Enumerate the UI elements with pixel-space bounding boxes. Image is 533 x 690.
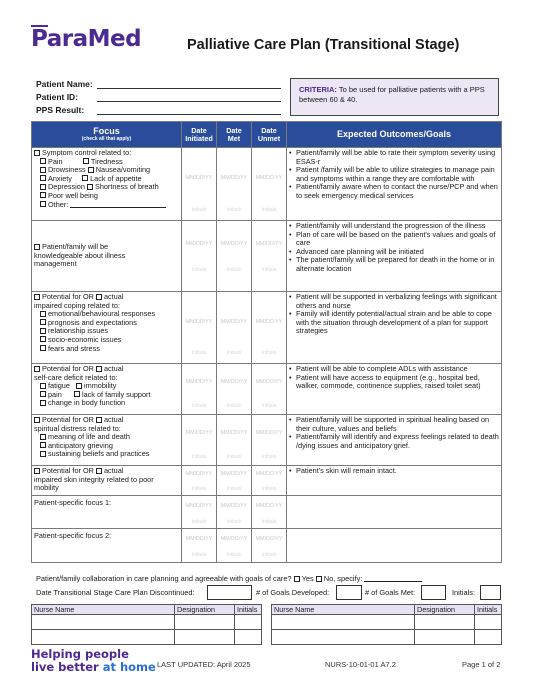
date-unmet-header: Date Unmet [252,122,287,148]
checkbox[interactable] [40,158,46,164]
patient-specific-focus-1[interactable]: Patient-specific focus 1: [32,496,182,529]
checkbox[interactable] [76,383,82,389]
page-title: Palliative Care Plan (Transitional Stage) [187,37,460,53]
date-unmet-cell[interactable]: MM/DD/YY Initials [252,466,287,496]
nurse-name-cell[interactable] [272,630,415,645]
checkbox[interactable] [34,294,40,300]
checkbox[interactable] [40,184,46,190]
page-number: Page 1 of 2 [462,660,501,669]
initials-header: Initials [475,605,502,615]
footer-slogan: Helping people live better at home [31,647,156,674]
designation-cell[interactable] [175,630,235,645]
nurse-name-header: Nurse Name [32,605,175,615]
patient-name-field[interactable] [97,88,281,89]
date-initiated-cell[interactable]: MM/DD/YY Initials [182,415,217,466]
focus-header [32,122,182,148]
checkbox[interactable] [40,328,46,334]
initials-cell[interactable] [235,615,262,630]
date-met-cell[interactable]: MM/DD/YY Initials [217,292,252,364]
outcome-item: • The patient/family will be prepared for death in the home or in alternate location [289,256,499,273]
outcomes-cell[interactable] [287,496,502,529]
criteria-text: To be used for palliative patients with a PPS between 60 & 40. [299,85,485,104]
nurse-name-cell[interactable] [32,615,175,630]
designation-header: Designation [175,605,235,615]
checkbox[interactable] [40,319,46,325]
initials-field[interactable] [480,585,501,600]
date-met-cell[interactable]: MM/DD/YY Initials [217,415,252,466]
patient-name-label: Patient Name: [36,79,93,89]
patient-specific-focus-2[interactable]: Patient-specific focus 2: [32,529,182,563]
outcome-item: • Patient's skin will remain intact. [289,467,499,476]
date-unmet-cell[interactable]: MM/DD/YY Initials [252,415,287,466]
focus-cell: Patient/family will be knowledgeable about illness management [32,221,182,292]
goals-developed-field[interactable] [336,585,362,600]
focus-cell: Potential for OR actual impaired skin integrity related to poor mobility [32,466,182,496]
outcome-item: • Patient/family will be supported in spiritual healing based on their culture, values and beliefs [289,416,499,433]
checkbox[interactable] [40,167,46,173]
focus-cell: Potential for OR actual self-care deficit related to: fatigue immobility pain lack of family support change in body function [32,364,182,415]
outcomes-cell[interactable] [287,529,502,563]
outcomes-cell [287,415,502,466]
outcome-item: • Advanced care planning will be initiated [289,248,499,257]
table-row [32,529,502,563]
table-row [32,292,502,364]
goals-developed-label: # of Goals Developed: [256,588,330,597]
outcome-item: • Patient will be supported in verbalizing feelings with significant others and nurse [289,293,499,310]
criteria-label: CRITERIA: [299,85,337,94]
focus-cell: Symptom control related to: Pain Tiredness Drowsiness Nausea/vomiting Anxiety Lack of appetite Depression Shortness of breath Poor well being Other: [32,148,182,221]
nurse-name-cell[interactable] [272,615,415,630]
date-met-cell[interactable]: MM/DD/YY Initials [217,364,252,415]
checkbox[interactable] [34,244,40,250]
table-row [32,466,502,496]
nurse-signature-table-right [271,604,502,645]
date-met-header: Date Met [217,122,252,148]
nurse-name-cell[interactable] [32,630,175,645]
no-checkbox[interactable] [316,576,322,582]
date-initiated-cell[interactable]: MM/DD/YY Initials [182,529,217,563]
checkbox[interactable] [87,184,93,190]
date-unmet-cell[interactable]: MM/DD/YY Initials [252,529,287,563]
designation-cell[interactable] [175,615,235,630]
designation-cell[interactable] [415,630,475,645]
outcome-item: • Patient will have access to equipment (e.g., hospital bed, walker, commode, continence supplies, raised toilet seat) [289,374,499,391]
initials-cell[interactable] [475,630,502,645]
outcome-item: • Patient/family aware when to contact the nurse/PCP and when to seek emergency medical services [289,183,499,200]
date-unmet-cell[interactable]: MM/DD/YY Initials [252,148,287,221]
date-met-cell[interactable]: MM/DD/YY Initials [217,466,252,496]
date-met-cell[interactable]: MM/DD/YY Initials [217,221,252,292]
focus-header-title: Focus [93,126,120,136]
checkbox[interactable] [40,192,46,198]
outcome-item: • Plan of care will be based on the patient's values and goals of care [289,231,499,248]
date-initiated-cell[interactable]: MM/DD/YY Initials [182,148,217,221]
date-initiated-cell[interactable]: MM/DD/YY Initials [182,466,217,496]
focus-cell: Potential for OR actual impaired coping related to: emotional/behavioural responses prognosis and expectations relationship issues socio-economic issues fears and stress [32,292,182,364]
pps-result-label: PPS Result: [36,105,85,115]
checkbox[interactable] [88,167,94,173]
care-plan-table [31,121,502,563]
table-row [32,364,502,415]
table-row [32,148,502,221]
table-header-row [32,122,502,148]
date-unmet-cell[interactable]: MM/DD/YY Initials [252,292,287,364]
discontinued-date-field[interactable] [207,585,252,600]
designation-cell[interactable] [415,615,475,630]
checkbox[interactable] [83,158,89,164]
checkbox[interactable] [40,434,46,440]
outcomes-header: Expected Outcomes/Goals [287,122,502,148]
outcomes-cell [287,292,502,364]
checkbox[interactable] [34,366,40,372]
nurse-name-header: Nurse Name [272,605,415,615]
checkbox[interactable] [40,175,46,181]
initials-header: Initials [235,605,262,615]
date-met-cell[interactable]: MM/DD/YY Initials [217,496,252,529]
checkbox[interactable] [40,336,46,342]
checkbox[interactable] [40,391,46,397]
checkbox[interactable] [34,468,40,474]
outcome-item: • Patient/family will understand the progression of the illness [289,222,499,231]
checkbox[interactable] [96,417,102,423]
date-unmet-cell[interactable]: MM/DD/YY Initials [252,364,287,415]
checkbox[interactable] [34,150,40,156]
checkbox[interactable] [96,468,102,474]
paramed-logo: ParaMed [31,26,142,52]
focus-cell: Potential for OR actual spiritual distress related to: meaning of life and death anticipatory grieving sustaining beliefs and practices [32,415,182,466]
checkbox[interactable] [40,345,46,351]
outcome-item: • Patient/family will be able to rate their symptom severity using ESAS-r [289,149,499,166]
other-field[interactable] [70,201,166,208]
patient-id-label: Patient ID: [36,92,79,102]
date-initiated-cell[interactable]: MM/DD/YY Initials [182,364,217,415]
goals-met-field[interactable] [421,585,446,600]
checkbox[interactable] [40,442,46,448]
checkbox[interactable] [96,294,102,300]
table-row [32,496,502,529]
checkbox[interactable] [40,201,46,207]
nurse-signature-table-left [31,604,262,645]
outcomes-cell [287,466,502,496]
document-code: NURS-10-01-01 A7.2 [325,660,396,669]
outcome-item: • Patient/family will identify and express feelings related to death /dying issues and anticipatory grief. [289,433,499,450]
date-initiated-cell[interactable]: MM/DD/YY Initials [182,292,217,364]
yes-checkbox[interactable] [294,576,300,582]
date-initiated-cell[interactable]: MM/DD/YY Initials [182,496,217,529]
focus-header-sub: (check all that apply) [81,136,132,142]
date-met-cell[interactable]: MM/DD/YY Initials [217,529,252,563]
initials-cell[interactable] [235,630,262,645]
table-row [32,221,502,292]
checkbox[interactable] [34,417,40,423]
checkbox[interactable] [40,400,46,406]
criteria-box [290,78,499,116]
discontinued-date-label: Date Transitional Stage Care Plan Discontinued: [36,588,195,597]
patient-id-field[interactable] [97,101,281,102]
date-initiated-cell[interactable]: MM/DD/YY Initials [182,221,217,292]
outcomes-cell [287,148,502,221]
date-met-cell[interactable]: MM/DD/YY Initials [217,148,252,221]
initials-cell[interactable] [475,615,502,630]
date-unmet-cell[interactable]: MM/DD/YY Initials [252,496,287,529]
designation-header: Designation [415,605,475,615]
outcome-item: • Family will identify potential/actual strain and be able to cope with the situation through development of a plan for support strategies [289,310,499,336]
date-unmet-cell[interactable]: MM/DD/YY Initials [252,221,287,292]
outcome-item: • Patient will be able to complete ADLs with assistance [289,365,499,374]
specify-field[interactable] [364,575,422,582]
goals-met-label: # of Goals Met: [365,588,416,597]
table-row [32,415,502,466]
initials-label: Initials: [452,588,476,597]
checkbox[interactable] [74,391,80,397]
outcomes-cell [287,364,502,415]
checkbox[interactable] [82,175,88,181]
last-updated: LAST UPDATED: April 2025 [157,660,251,669]
checkbox[interactable] [40,311,46,317]
date-initiated-header: Date Initiated [182,122,217,148]
outcomes-cell [287,221,502,292]
checkbox[interactable] [40,451,46,457]
outcome-item: • Patient /family will be able to utilize strategies to manage pain and symptoms within a range they are comfortable with [289,166,499,183]
checkbox[interactable] [40,383,46,389]
pps-result-field[interactable] [97,114,281,115]
checkbox[interactable] [96,366,102,372]
collaboration-question: Patient/family collaboration in care planning and agreeable with goals of care? Yes No, specify: [36,574,422,583]
